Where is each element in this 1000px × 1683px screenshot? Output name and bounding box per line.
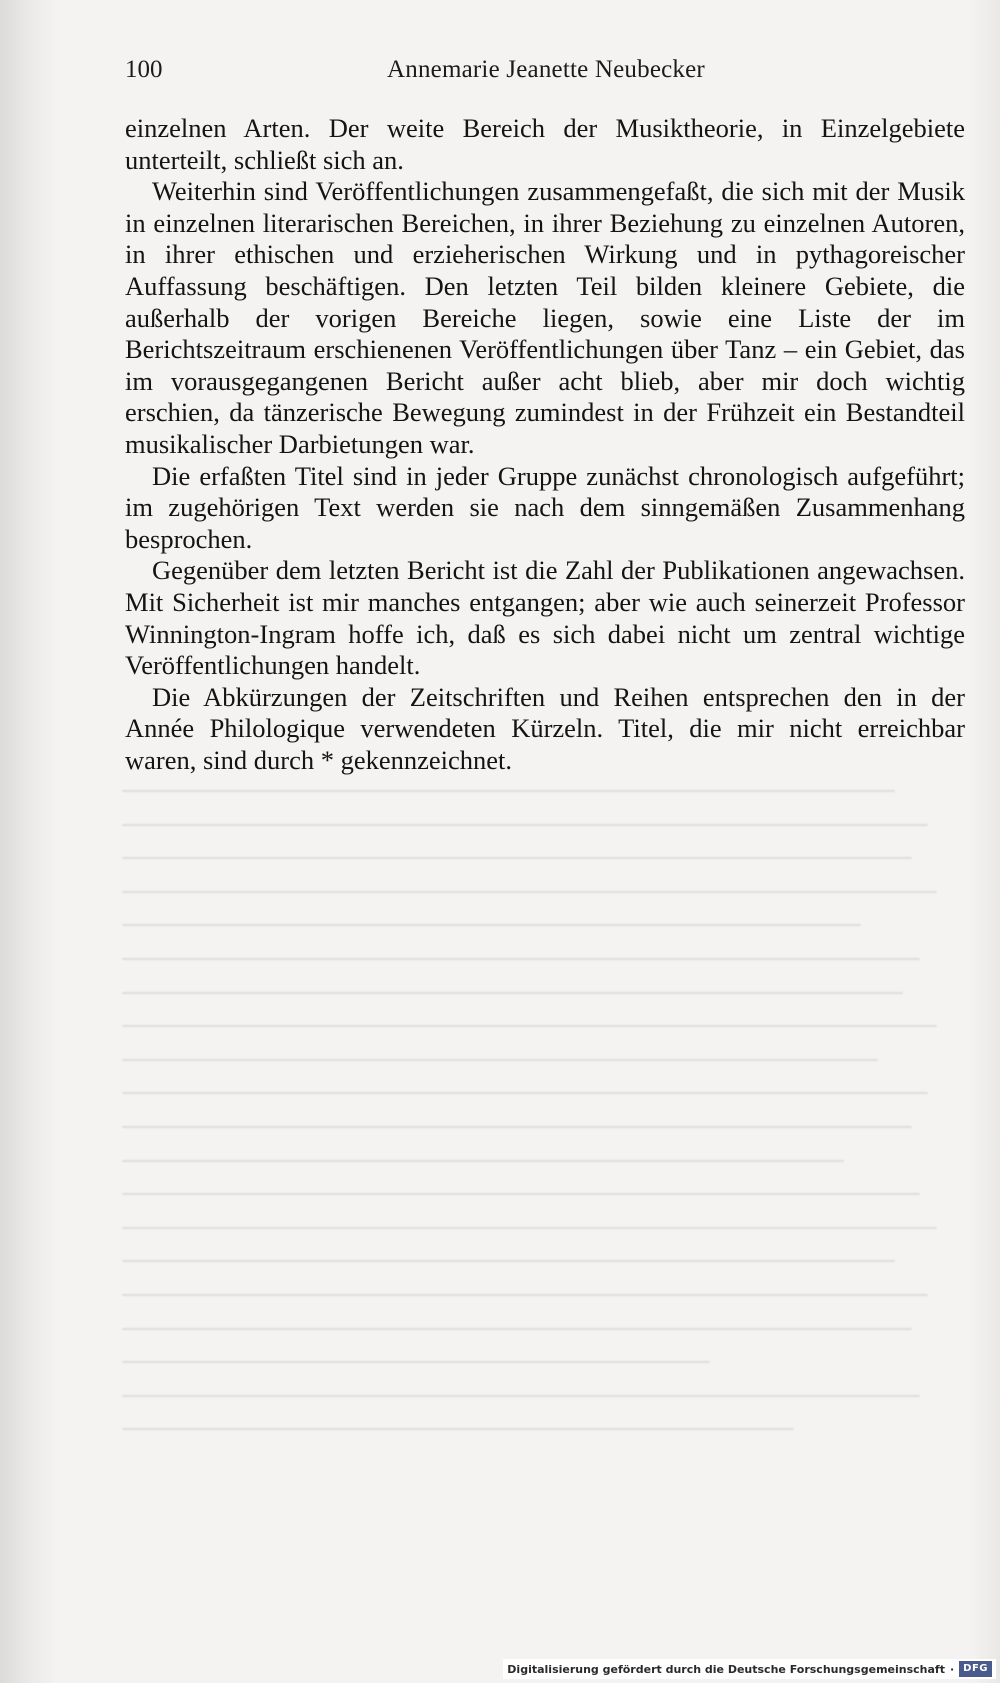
show-through-text bbox=[122, 790, 962, 1490]
paragraph: Die erfaßten Titel sind in jeder Gruppe zunächst chronologisch aufgeführt; im zugehörigen Text werden sie nach dem sinngemäßen Zusammenhang besprochen. bbox=[125, 460, 965, 554]
paragraph: Gegenüber dem letzten Bericht ist die Zahl der Publikationen angewachsen. Mit Sicherheit ist mir manches entgangen; aber wie auch seinerzeit Professor Winnington-Ingram hoffe ich, daß es sich dabei nicht um zentral wichtige Veröffentlichungen handelt. bbox=[125, 555, 965, 681]
page-gutter-shadow bbox=[0, 0, 58, 1683]
page-header bbox=[125, 56, 965, 96]
dfg-logo-icon: DFG bbox=[959, 1661, 992, 1677]
page-number: 100 bbox=[125, 56, 163, 83]
paragraph: Weiterhin sind Veröffentlichungen zusammengefaßt, die sich mit der Musik in einzelnen literarischen Bereichen, in ihrer Beziehung zu einzelnen Autoren, in ihrer ethischen und erzieherischen Wirkung und in pythagoreischer Auffassung beschäftigen. Den letzten Teil bilden kleinere Gebiete, die außerhalb der vorigen Bereiche liegen, sowie eine Liste der im Berichtszeitraum erschienenen Veröffentlichungen über Tanz – ein Gebiet, das im vorausgegangenen Bericht außer acht blieb, aber mir doch wichtig erschien, da tänzerische Bewegung zumindest in der Frühzeit ein Bestandteil musikalischer Darbietungen war. bbox=[125, 176, 965, 459]
digitization-footer bbox=[503, 1659, 996, 1679]
funding-credit: Digitalisierung gefördert durch die Deutsche Forschungsgemeinschaft bbox=[507, 1662, 945, 1676]
paragraph: Die Abkürzungen der Zeitschriften und Reihen entsprechen den in der Année Philologique verwendeten Kürzeln. Titel, die mir nicht erreichbar waren, sind durch * gekennzeichnet. bbox=[125, 681, 965, 775]
footer-separator: · bbox=[949, 1662, 955, 1676]
body-text bbox=[125, 113, 965, 776]
paragraph: einzelnen Arten. Der weite Bereich der Musiktheorie, in Einzelgebiete unterteilt, schließt sich an. bbox=[125, 113, 965, 175]
running-head: Annemarie Jeanette Neubecker bbox=[387, 56, 705, 83]
page-edge-shadow bbox=[970, 0, 1000, 1683]
